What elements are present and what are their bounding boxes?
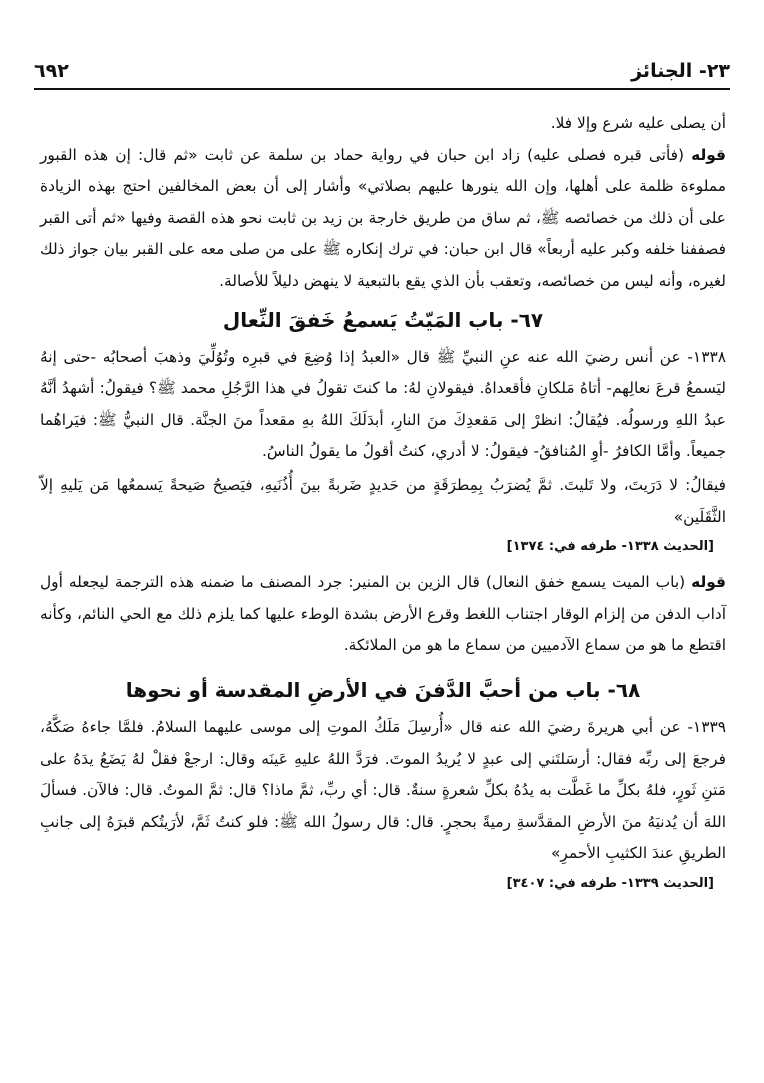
hadith-1339-reference: [الحديث ١٣٣٩- طرفه في: ٣٤٠٧] xyxy=(506,875,714,891)
chapter-heading: ٢٣- الجنائز xyxy=(631,60,730,82)
commentary-lead: قوله xyxy=(691,145,726,164)
hadith-1338-continuation: فيقالُ: لا دَرَيتَ، ولا تَليتَ. ثمَّ يُضرَبُ بِمِطرَقَةٍ من حَديدٍ ضَربةً بينَ أُذُنَيهِ، فيَصيحُ صَيحةً يَسمعُها مَن يَليهِ إلاّ الثَّقَلَين» xyxy=(40,475,726,526)
chapter-title-68: ٦٨- باب من أحبَّ الدَّفنَ في الأرضِ المقدسة أو نحوها xyxy=(125,677,641,702)
hadith-1339-text: ١٣٣٩- عن أبي هريرةَ رضيَ الله عنه قال «أُرسِلَ مَلَكُ الموتِ إلى موسى عليهما السلامُ. فلمَّا جاءهُ صَكَّهُ، فرجعَ إلى ربِّه فقال: أرسَلتَني إلى عبدٍ لا يُريدُ الموتَ. فرَدَّ اللهُ عليهِ عَينَه وقال: ارجعْ فقلْ لهُ يَضَعُ يدَهُ على مَتنِ ثَورٍ، فلهُ بكلِّ ما غَطَّت به يدُهُ بكلِّ شعرةٍ سنةٌ. قال: أي ربِّ، ثمَّ ماذا؟ قال: ثمَّ الموتُ. قال: فالآن. فسألَ اللهَ أن يُدنيَهُ منَ الأرضِ المقدَّسةِ رميةً بحجرٍ. قال: قال رسولُ الله ﷺ: فلو كنتُ ثَمَّ، لأرَيتُكم قبرَهُ إلى جانبِ الطريقِ عندَ الكثيبِ الأحمرِ» xyxy=(40,717,726,863)
spacer xyxy=(40,662,726,668)
hadith-1338-text: ١٣٣٨- عن أنس رضيَ الله عنه عنِ النبيِّ ﷺ قال «العبدُ إذا وُضِعَ في قبرِه وتُوُلِّيَ وذهبَ أصحابُه -حتى إنهُ ليَسمعُ قرعَ نعالِهم- أتاهُ مَلكانِ فأقعداهُ. فيقولانِ لهُ: ما كنتَ تقولُ في هذا الرَّجُلِ محمد ﷺ؟ فيقولُ: أشهدُ أنَّهُ عبدُ اللهِ ورسولُه. فيُقالُ: انظرْ إلى مَقعدِكَ منَ النارِ، أبدَلَكَ اللهُ بهِ مقعداً منَ الجنَّة. قال النبيُّ ﷺ: فيَراهُما جميعاً. وأمَّا الكافرُ -أوِ المُنافقُ- فيقولُ: لا أدري، كنتُ أقولُ ما يقولُ الناسُ. xyxy=(40,347,726,461)
header-divider xyxy=(34,88,730,90)
hadith-1338-reference: [الحديث ١٣٣٨- طرفه في: ١٣٧٤] xyxy=(506,539,714,555)
commentary-text-2: (باب الميت يسمع خفق النعال) قال الزين بن المنير: جرد المصنف ما ضمنه هذه الترجمة ليجعله أول آداب الدفن من إلزام الوقار اجتناب اللغط وقرع الأرض بشدة الوطء عليها كما يلزم ذلك مع الحي النائم، وكأنه اقتطع ما هو من سماع الآدميين من سماع ما هو من الملائكة. xyxy=(40,573,726,655)
commentary-paragraph xyxy=(40,140,726,298)
commentary-lead-2: قوله xyxy=(691,573,726,592)
chapter-title-67: ٦٧- باب المَيّتُ يَسمعُ خَفقَ النِّعال xyxy=(222,307,544,332)
page-body xyxy=(40,108,726,904)
commentary-text: (فأتى قبره فصلى عليه) زاد ابن حبان في رواية حماد بن سلمة عن ثابت «ثم قال: إن هذه القبور مملوءة ظلمة على أهلها، وإن الله ينورها عليهم بصلاتي» وأشار إلى أن بعض المخالفين احتج بهذه الزيادة على أن ذلك من خصائصه ﷺ، ثم ساق من طريق خارجة بن زيد بن ثابت نحو هذه القصة وفيها «ثم أتى القبر فصففنا خلفه وكبر عليه أربعاً» قال ابن حبان: في ترك إنكاره ﷺ على من صلى معه على القبر بيان جواز ذلك لغيره، وأنه ليس من خصائصه، وتعقب بأن الذي يقع بالتبعية لا ينهض دليلاً للأصالة. xyxy=(40,145,726,290)
page-header xyxy=(34,56,730,86)
page-number: ٦٩٢ xyxy=(34,60,69,82)
commentary-paragraph-2 xyxy=(40,567,726,662)
intro-line: أن يصلى عليه شرع وإلا فلا. xyxy=(550,114,726,132)
